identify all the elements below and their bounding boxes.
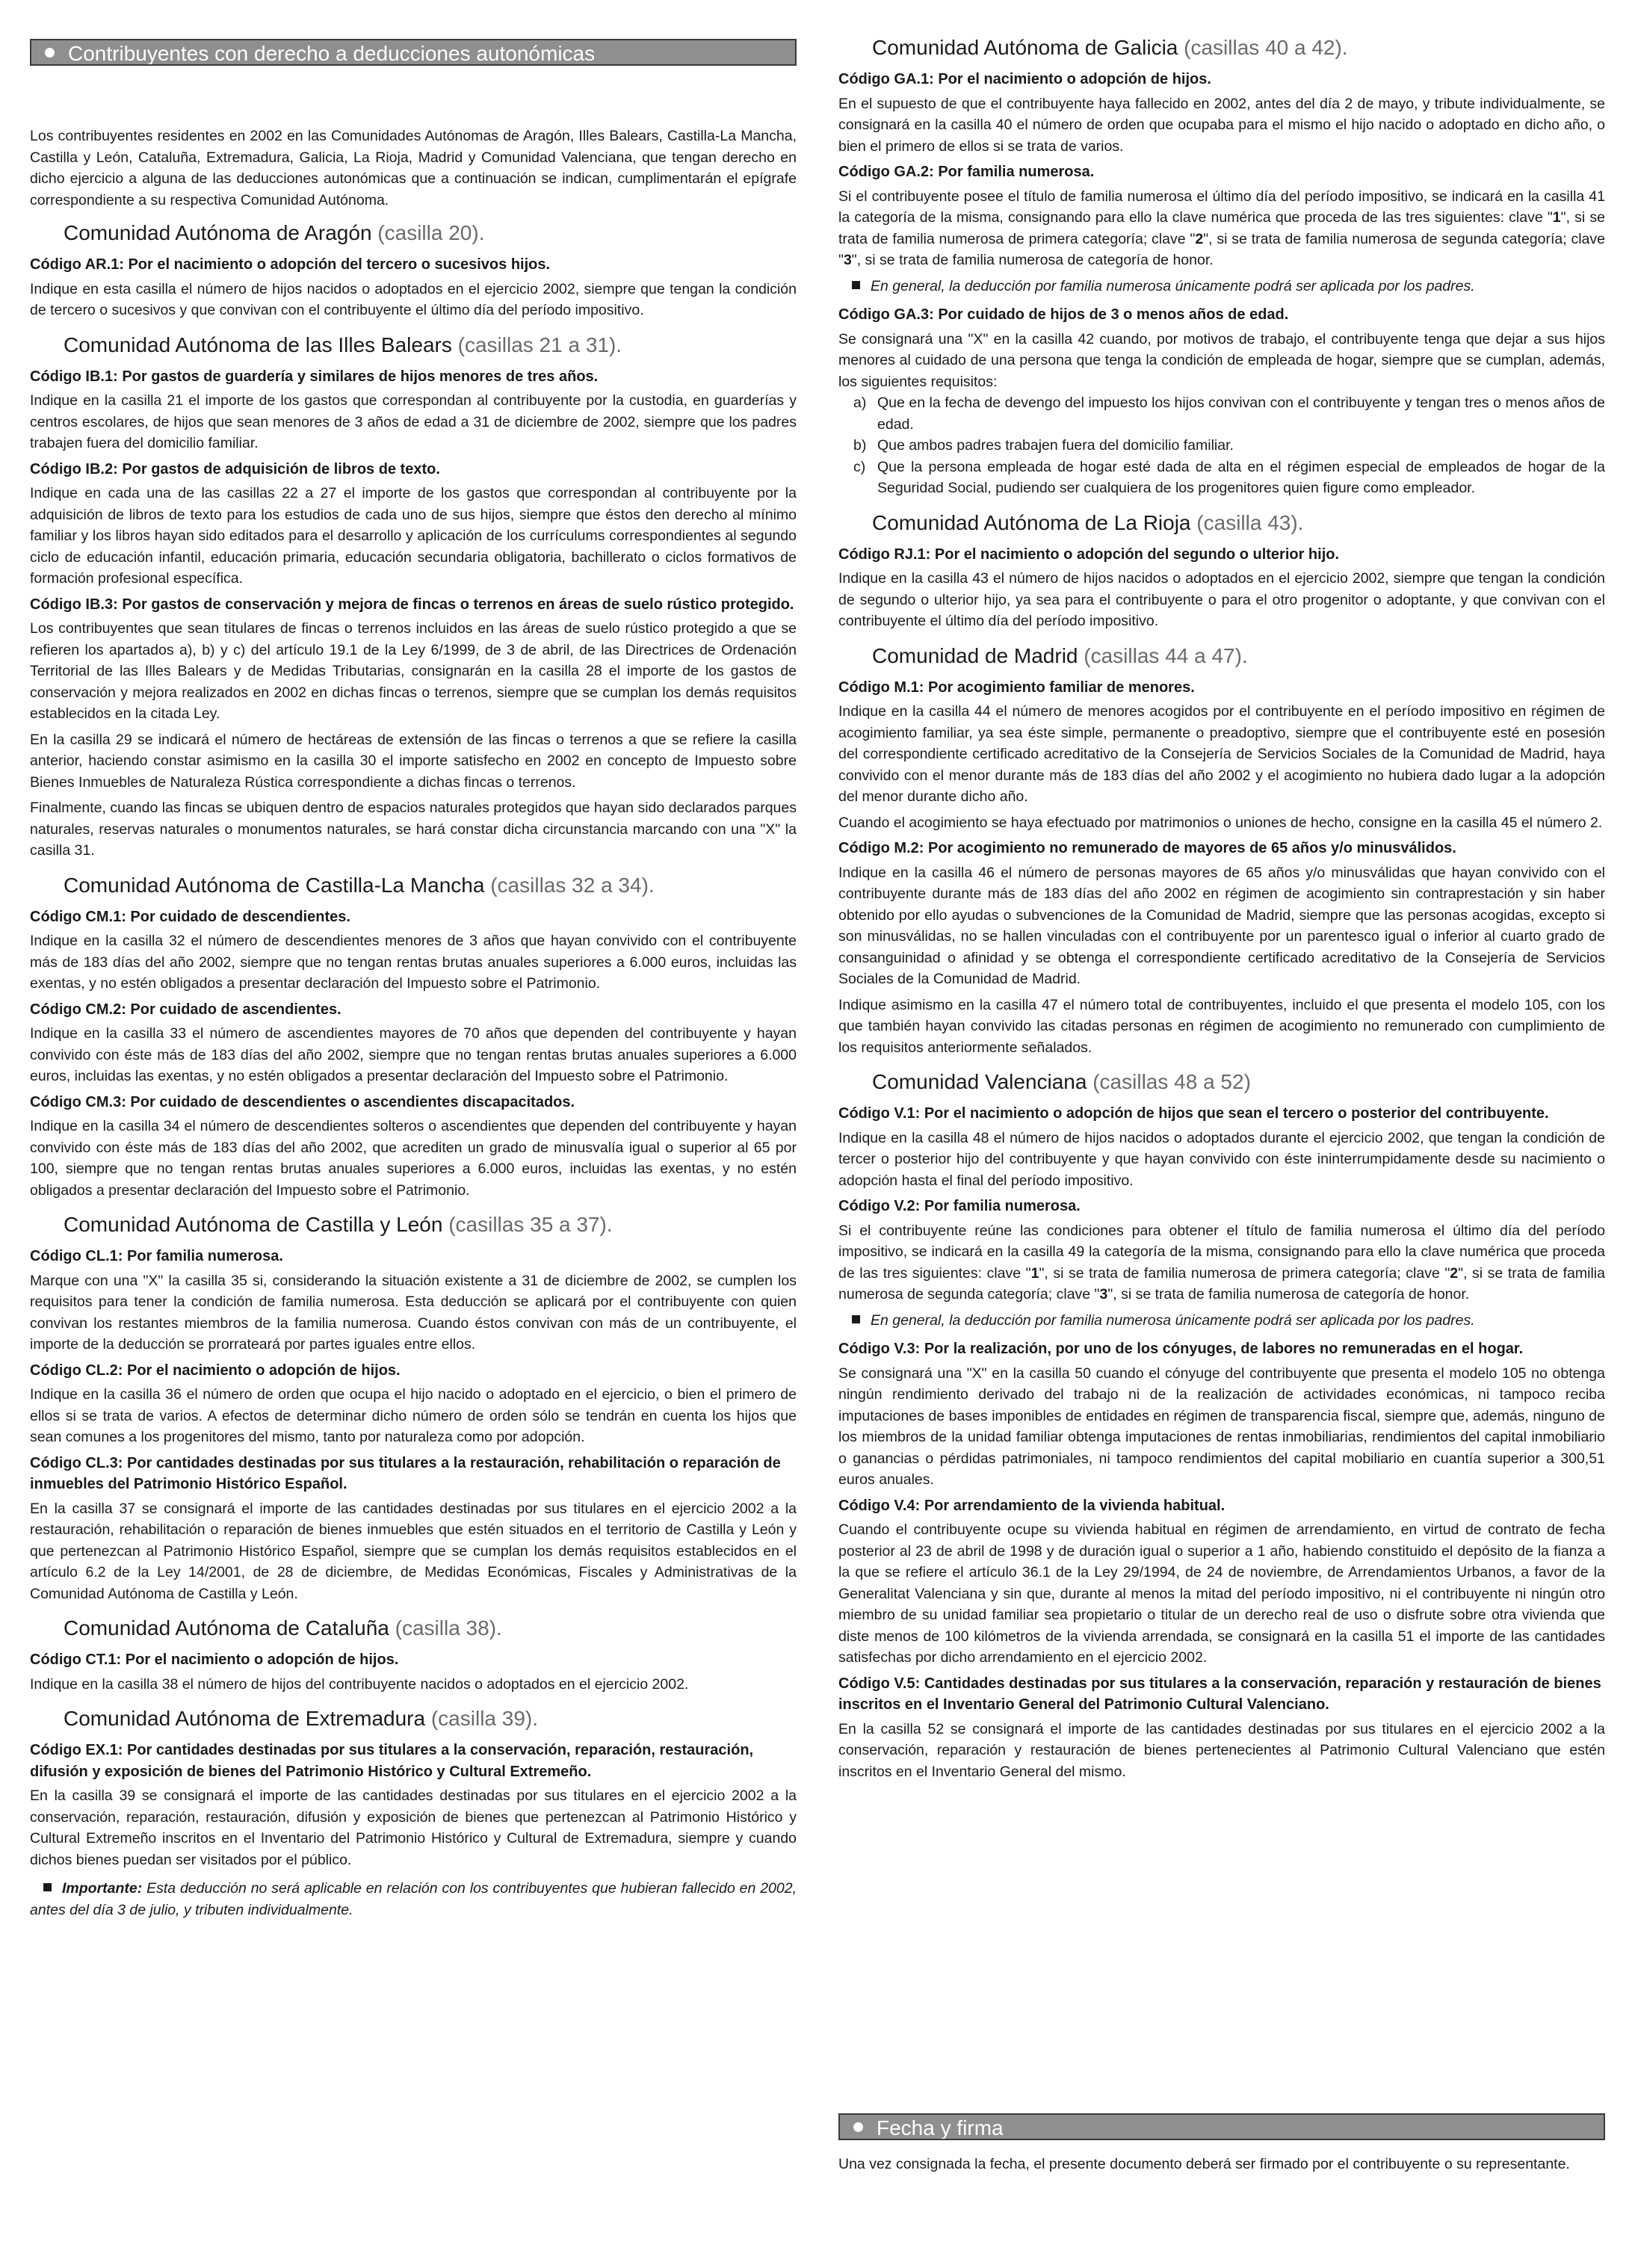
code-text-m2-2: Indique asimismo en la casilla 47 el número total de contribuyentes, incluido el que presenta el modelo 105, con los que también hayan convivido las citadas personas en régimen de acogimiento no remunerado con cumplimiento de los requisitos anteriormente señalados. <box>838 996 1605 1056</box>
code-title-v2: Código V.2: Por familia numerosa. <box>838 1198 1081 1214</box>
code-text-rj1: Indique en la casilla 43 el número de hijos nacidos o adoptados en el ejercicio 2002, siempre que tengan la condición de segundo o ulterior hijo, ya sea para el contribuyente o para el otro progenitor o adoptante, y que convivan con el contribuyente el último día del período impositivo. <box>838 570 1605 629</box>
code-text-v3: Se consignará una "X" en la casilla 50 cuando el cónyuge del contribuyente que presenta el modelo 105 no obtenga ningún rendimiento derivado del trabajo ni de la realización de actividades económicas, ni tampoco reciba imputaciones de bases imponibles de entidades en régimen de transparencia fiscal, siempre que, además, ninguno de los miembros de la unidad familiar obtenga imputaciones de rentas inmobiliarias, rendimientos del capital inmobiliario o ganancias o pérdidas patrimoniales, ni tampoco rendimientos del capital mobiliario en cuantía superior a 300,51 euros anuales. <box>838 1365 1605 1488</box>
note-familia-numerosa-galicia: En general, la deducción por familia numerosa únicamente podrá ser aplicada por los padres. <box>838 276 1605 297</box>
square-bullet-icon <box>852 281 860 289</box>
region-heading-castilla-y-leon: Comunidad Autónoma de Castilla y León (casillas 35 a 37). <box>64 1213 613 1236</box>
code-text-ex1: En la casilla 39 se consignará el importe de las cantidades destinadas por sus titulares en el ejercicio 2002 a la conservación, reparación, restauración, difusión y exposición de bienes que pertenezcan al Patrimonio Histórico y Cultural Extremeño inscritos en el Inventario del Patrimonio Histórico y Cultural de Extremadura, siempre y cuando dichos bienes puedan ser visitados por el público. <box>30 1787 797 1868</box>
code-title-cm2: Código CM.2: Por cuidado de ascendientes. <box>30 1001 341 1018</box>
region-heading-baleares: Comunidad Autónoma de las Illes Balears (casillas 21 a 31). <box>64 333 622 356</box>
code-title-cl3: Código CL.3: Por cantidades destinadas por sus titulares a la restauración, rehabilitación o reparación de inmuebles del Patrimonio Histórico Español. <box>30 1454 781 1492</box>
requirement-text: Que la persona empleada de hogar esté dada de alta en el régimen especial de empleados de hogar de la Seguridad Social, pudiendo ser cualquiera de los progenitores quien figure como empleador. <box>877 458 1605 496</box>
requirement-text: Que ambos padres trabajen fuera del domicilio familiar. <box>877 437 1234 454</box>
code-text-cl3: En la casilla 37 se consignará el importe de las cantidades destinadas por sus titulares en el ejercicio 2002 a la restauración, rehabilitación o reparación de bienes inmuebles que estén situados en el territorio de Castilla y León y que pertenezcan al Patrimonio Histórico Español, siempre que se cumplan los demás requisitos establecidos en el artículo 6.2 de la Ley 14/2001, de 28 de diciembre, de Medidas Económicas, Fiscales y Administrativas de la Comunidad Autónoma de Castilla y León. <box>30 1500 797 1602</box>
fecha-firma-section <box>838 2113 1605 2175</box>
code-title-m2: Código M.2: Por acogimiento no remunerado de mayores de 65 años y/o minusválidos. <box>838 840 1456 856</box>
code-text-m1-2: Cuando el acogimiento se haya efectuado por matrimonios o uniones de hecho, consigne en la casilla 45 el número 2. <box>838 814 1603 831</box>
note-familia-numerosa-valenciana: En general, la deducción por familia numerosa únicamente podrá ser aplicada por los padres. <box>838 1310 1605 1332</box>
code-title-v3: Código V.3: Por la realización, por uno de los cónyuges, de labores no remuneradas en el hogar. <box>838 1341 1524 1357</box>
code-text-m1-1: Indique en la casilla 44 el número de menores acogidos por el contribuyente en el período impositivo en régimen de acogimiento familiar, ya sea éste simple, permanente o preadoptivo, siempre que el contribuyente esté en posesión del correspondiente certificado acreditativo de la Consejería de Servicios Sociales de la Comunidad de Madrid, haya convivido con el menor durante más de 183 días del año 2002 y el acogimiento no hubiera dado lugar a la adopción del menor durante dicho año. <box>838 703 1605 805</box>
requirement-marker: b) <box>853 437 867 454</box>
requirement-item <box>838 457 1605 499</box>
code-title-rj1: Código RJ.1: Por el nacimiento o adopción del segundo o ulterior hijo. <box>838 546 1340 563</box>
code-text-v4: Cuando el contribuyente ocupe su vivienda habitual en régimen de arrendamiento, en virtud de contrato de fecha posterior al 23 de abril de 1998 y de duración igual o superior a 1 año, habiendo constituido el depósito de la fianza a la que se refiere el artículo 36.1 de la Ley 29/1994, de 24 de noviembre, de Arrendamientos Urbanos, a favor de la Generalitat Valenciana y sin que, durante al menos la mitad del período impositivo, ni el contribuyente ni ningún otro miembro de su unidad familiar sea propietario o titular de un derecho real de uso o disfrute sobre otra vivienda que diste menos de 100 kilómetros de la vivienda arrendada, se consignará en la casilla 51 el importe de las cantidades satisfechas por dicho arrendamiento en el ejercicio 2002. <box>838 1521 1605 1666</box>
code-text-ct1: Indique en la casilla 38 el número de hijos del contribuyente nacidos o adoptados en el ejercicio 2002. <box>30 1675 689 1693</box>
region-heading-aragon: Comunidad Autónoma de Aragón (casilla 20). <box>64 221 485 244</box>
bullet-icon <box>853 2122 863 2132</box>
code-text-v1: Indique en la casilla 48 el número de hijos nacidos o adoptados durante el ejercicio 2002, que tengan la condición de tercer o posterior hijo del contribuyente y que hayan convivido con éste ininterrumpidamente desde su nacimiento o adopción hasta el final del período impositivo. <box>838 1129 1605 1189</box>
code-text-ar1: Indique en esta casilla el número de hijos nacidos o adoptados en el ejercicio 2002, siempre que tengan la condición de tercero o sucesivos y que convivan con el contribuyente el último día del período impositivo. <box>30 280 797 318</box>
section-header-deducciones: Contribuyentes con derecho a deducciones autonómicas <box>30 39 797 66</box>
code-text-ib3-2: En la casilla 29 se indicará el número de hectáreas de extensión de las fincas o terrenos a que se refiere la casilla anterior, haciendo constar asimismo en la casilla 30 el importe satisfecho en 2002 en concepto de Impuesto sobre Bienes Inmuebles de Naturaleza Rústica correspondiente a dichas fincas o terrenos. <box>30 731 797 791</box>
section-header-fecha-firma: Fecha y firma <box>838 2113 1605 2140</box>
right-column <box>838 34 1605 1782</box>
code-text-ib1: Indique en la casilla 21 el importe de los gastos que correspondan al contribuyente por la custodia, en guarderías y centros escolares, de hijos que sean menores de 3 años de edad a 31 de diciembre de 2002, siempre que los padres trabajen fuera del domicilio familiar. <box>30 392 797 451</box>
region-heading-madrid: Comunidad de Madrid (casillas 44 a 47). <box>872 643 1248 667</box>
code-text-m2-1: Indique en la casilla 46 el número de personas mayores de 65 años y/o minusválidas que hayan convivido con el contribuyente durante más de 183 días del año 2002 en régimen de acogimiento sin contraprestación y sin haber obtenido por ello ayudas o subvenciones de la Comunidad de Madrid, siempre que las personas acogidas, excepto si son minusválidas, no se hallen vinculadas con el contribuyente por un parentesco igual o inferior al cuarto grado de consanguinidad o afinidad y se obtenga el correspondiente certificado acreditativo de la Consejería de Servicios Sociales de la Comunidad de Madrid. <box>838 864 1605 987</box>
code-text-ib3-1: Los contribuyentes que sean titulares de fincas o terrenos incluidos en las áreas de suelo rústico protegido a que se refieren los apartados a), b) y c) del artículo 19.1 de la Ley 6/1999, de 3 de abril, de las Directrices de Ordenación Territorial de las Illes Balears y de Medidas Tributarias, consignarán en la casilla 28 el importe de los gastos de conservación y mejora realizados en 2002 en dichas fincas o terrenos, siempre que se cumplan los demás requisitos establecidos en la citada Ley. <box>30 620 797 722</box>
code-text-cm1: Indique en la casilla 32 el número de descendientes menores de 3 años que hayan convivido con el contribuyente más de 183 días del año 2002, siempre que no tengan rentas brutas anuales superiores a 6.000 euros, incluidas las exentas, y no estén obligados a presentar declaración del Impuesto sobre el Patrimonio. <box>30 933 797 992</box>
square-bullet-icon <box>43 1883 52 1891</box>
code-text-cl1: Marque con una "X" la casilla 35 si, considerando la situación existente a 31 de diciembre de 2002, se cumplen los requisitos para tener la condición de familia numerosa. Esta deducción se aplicará por el contribuyente con quien convivan los restantes miembros de la familia numerosa. Cuando éstos convivan con más de un contribuyente, el importe de la deducción se prorrateará por partes iguales entre ellos. <box>30 1272 797 1353</box>
code-text-cl2: Indique en la casilla 36 el número de orden que ocupa el hijo nacido o adoptado en el ejercicio, o bien el primero de ellos si se trata de varios. A efectos de determinar dicho número de orden sólo se tendrán en cuenta los hijos que sean comunes a los progenitores del mismo, tanto por naturaleza como por adopción. <box>30 1386 797 1445</box>
requirement-marker: c) <box>853 458 866 475</box>
bullet-icon <box>45 48 55 58</box>
code-text-cm3: Indique en la casilla 34 el número de descendientes solteros o ascendientes que dependen del contribuyente y hayan convivido con éste más de 183 días del año 2002, que acrediten un grado de minusvalía igual o superior al 65 por 100, siempre que no tengan rentas brutas anuales superiores a 6.000 euros, incluidas las exentas, y no estén obligados a presentar declaración del Impuesto sobre el Patrimonio. <box>30 1118 797 1199</box>
region-heading-extremadura: Comunidad Autónoma de Extremadura (casilla 39). <box>64 1707 539 1730</box>
fecha-firma-text: Una vez consignada la fecha, el presente documento deberá ser firmado por el contribuyente o su representante. <box>838 2156 1570 2172</box>
code-title-ex1: Código EX.1: Por cantidades destinadas por sus titulares a la conservación, reparación, restauración, difusión y exposición de bienes del Patrimonio Histórico y Cultural Extremeño. <box>30 1742 754 1780</box>
code-text-ga3: Se consignará una "X" en la casilla 42 cuando, por motivos de trabajo, el contribuyente tenga que dejar a sus hijos menores al cuidado de una persona que tenga la condición de empleada de hogar, siempre que se cumplan, además, los siguientes requisitos: <box>838 330 1605 390</box>
code-text-ib2: Indique en cada una de las casillas 22 a 27 el importe de los gastos que correspondan al contribuyente por la adquisición de libros de texto para los estudios de cada uno de sus hijos, siempre que éstos den derecho al mínimo familiar y los libros hayan sido editados para el desarrollo y aplicación de los currículums correspondientes al segundo ciclo de educación infantil, educación primaria, educación secundaria obligatoria, bachillerato o ciclos formativos de formación profesional específica. <box>30 485 797 587</box>
code-text-ib3-3: Finalmente, cuando las fincas se ubiquen dentro de espacios naturales protegidos que hayan sido declarados parques naturales, reservas naturales o monumentos naturales, se hará constar dicha circunstancia marcando con una "X" la casilla 31. <box>30 800 797 859</box>
code-title-cl1: Código CL.1: Por familia numerosa. <box>30 1248 283 1264</box>
code-title-ga1: Código GA.1: Por el nacimiento o adopción de hijos. <box>838 71 1211 87</box>
code-text-ga2: Si el contribuyente posee el título de familia numerosa el último día del período impositivo, se indicará en la casilla 41 la categoría de la misma, consignando para ello la clave numérica que proceda de las tres siguientes: clave "1", si se trata de familia numerosa de primera categoría; clave "2", si se trata de familia numerosa de segunda categoría; clave "3", si se trata de familia numerosa de categoría de honor. <box>838 188 1606 268</box>
region-heading-castilla-la-mancha: Comunidad Autónoma de Castilla-La Mancha (casillas 32 a 34). <box>64 873 655 897</box>
code-text-cm2: Indique en la casilla 33 el número de ascendientes mayores de 70 años que dependen del contribuyente y hayan convivido con éste más de 183 días del año 2002, siempre que no tengan rentas brutas anuales superiores a 6.000 euros, incluidas las exentas, y no estén obligados a presentar declaración del Impuesto sobre el Patrimonio. <box>30 1025 797 1084</box>
requirement-text: Que en la fecha de devengo del impuesto los hijos convivan con el contribuyente y tengan tres o menos años de edad. <box>877 395 1605 433</box>
requirement-item <box>838 435 1605 457</box>
requirements-list <box>838 392 1605 499</box>
code-title-v5: Código V.5: Cantidades destinadas por sus titulares a la conservación, reparación y restauración de bienes inscritos en el Inventario General del Patrimonio Cultural Valenciano. <box>838 1675 1601 1713</box>
region-heading-valenciana: Comunidad Valenciana (casillas 48 a 52) <box>872 1070 1251 1093</box>
code-title-m1: Código M.1: Por acogimiento familiar de menores. <box>838 679 1195 696</box>
region-heading-cataluna: Comunidad Autónoma de Cataluña (casilla 38). <box>64 1616 502 1640</box>
code-text-v5: En la casilla 52 se consignará el importe de las cantidades destinadas por sus titulares en el ejercicio 2002 a la conservación, reparación y restauración de bienes pertenecientes al Patrimonio Cultural Valenciano que estén inscritos en el Inventario General del mismo. <box>838 1720 1605 1780</box>
code-title-ct1: Código CT.1: Por el nacimiento o adopción de hijos. <box>30 1651 399 1668</box>
intro-text: Los contribuyentes residentes en 2002 en las Comunidades Autónomas de Aragón, Illes Balears, Castilla-La Mancha, Castilla y León, Cataluña, Extremadura, Galicia, La Rioja, Madrid y Comunidad Valenciana, que tengan derecho en dicho ejercicio a alguna de las deducciones autonómicas que a continuación se indican, cumplimentarán el epígrafe correspondiente a su respectiva Comunidad Autónoma. <box>30 128 797 208</box>
code-text-v2: Si el contribuyente reúne las condiciones para obtener el título de familia numerosa el último día del período impositivo, se indicará en la casilla 49 la categoría de la misma, consignando para ello la clave numérica que proceda de las tres siguientes: clave "1", si se trata de familia numerosa de primera categoría; clave "2", si se trata de familia numerosa de segunda categoría; clave "3", si se trata de familia numerosa de categoría de honor. <box>838 1222 1605 1303</box>
square-bullet-icon <box>852 1315 860 1323</box>
code-title-ib1: Código IB.1: Por gastos de guardería y similares de hijos menores de tres años. <box>30 368 599 385</box>
region-heading-galicia: Comunidad Autónoma de Galicia (casillas 40 a 42). <box>872 36 1348 59</box>
requirement-marker: a) <box>853 395 867 411</box>
note-importante: Importante: Esta deducción no será aplicable en relación con los contribuyentes que hubieran fallecido en 2002, antes del día 3 de julio, y tributen individualmente. <box>30 1880 797 1918</box>
left-column <box>30 39 797 1921</box>
code-title-ga3: Código GA.3: Por cuidado de hijos de 3 o menos años de edad. <box>838 306 1289 323</box>
requirement-item <box>838 392 1605 435</box>
code-title-v1: Código V.1: Por el nacimiento o adopción de hijos que sean el tercero o posterior del contribuyente. <box>838 1105 1549 1122</box>
code-title-cm3: Código CM.3: Por cuidado de descendientes o ascendientes discapacitados. <box>30 1093 575 1110</box>
code-text-ga1: En el supuesto de que el contribuyente haya fallecido en 2002, antes del día 2 de mayo, y tribute individualmente, se consignará en la casilla 40 el número de orden que ocupaba para el mismo el hijo nacido o adoptado en dicho año, o bien el primero de ellos si se trata de varios. <box>838 95 1605 155</box>
code-title-ga2: Código GA.2: Por familia numerosa. <box>838 164 1095 180</box>
code-title-ib3: Código IB.3: Por gastos de conservación y mejora de fincas o terrenos en áreas de suelo rústico protegido. <box>30 596 794 613</box>
code-title-cl2: Código CL.2: Por el nacimiento o adopción de hijos. <box>30 1362 401 1379</box>
code-title-v4: Código V.4: Por arrendamiento de la vivienda habitual. <box>838 1497 1226 1514</box>
region-heading-la-rioja: Comunidad Autónoma de La Rioja (casilla 43). <box>872 510 1304 534</box>
code-title-ar1: Código AR.1: Por el nacimiento o adopción del tercero o sucesivos hijos. <box>30 256 551 273</box>
code-title-ib2: Código IB.2: Por gastos de adquisición de libros de texto. <box>30 460 440 478</box>
code-title-cm1: Código CM.1: Por cuidado de descendientes. <box>30 908 350 925</box>
